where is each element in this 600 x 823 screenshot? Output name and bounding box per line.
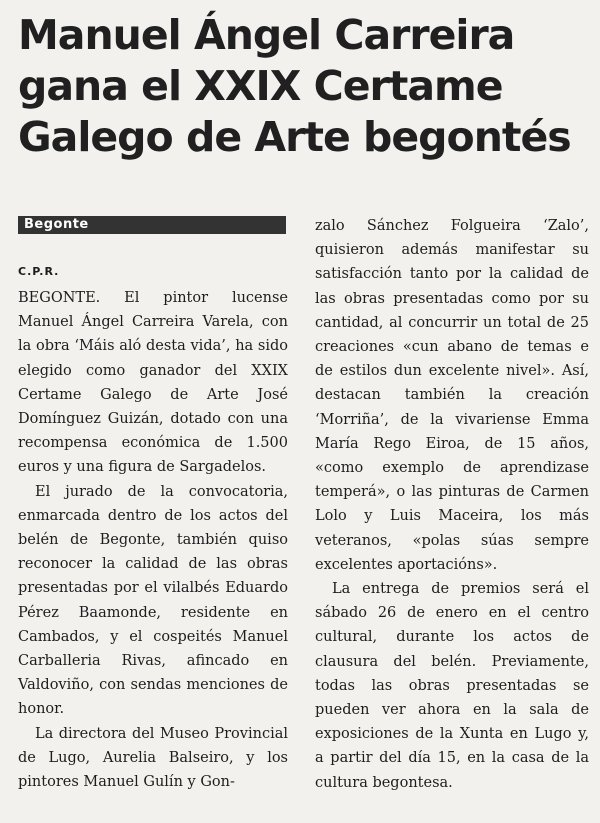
paragraph-4: zalo Sánchez Folgueira ‘Zalo’, quisieron además manifestar su satisfacción tanto por la calidad de las obras presentadas como por su cantidad, al concurrir un total de 25 creaciones «cun abano de temas e de estilos dun excelente nivel». Así, destacan también la creación ‘Morriña’, de la vivariense Emma María Rego Eiroa, de 15 años, «como exemplo de aprendizase temperá», o las pinturas de Carmen Lolo y Luis Maceira, los más veteranos, «polas súas sempre excelentes aportacións». [315, 218, 589, 573]
section-label: Begonte [18, 216, 286, 234]
headline-line-3: Galego de Arte begontés [18, 113, 571, 161]
article-column-2 [315, 214, 589, 795]
paragraph-2: El jurado de la convocatoria, enmarcada dentro de los actos del belén de Begonte, también quiso reconocer la calidad de las obras presentadas por el vilalbés Eduardo Pérez Baamonde, residente en Cambados, y el cospeités Manuel Carballeria Rivas, afincado en Valdoviño, con sendas menciones de honor. [18, 483, 288, 718]
paragraph-5: La entrega de premios será el sábado 26 de enero en el centro cultural, durante los actos de clausura del belén. Previamente, todas las obras presentadas se pueden ver ahora en la sala de exposiciones de la Xunta en Lugo y, a partir del día 15, en la casa de la cultura begontesa. [315, 581, 589, 791]
byline: C.P.R. [18, 265, 60, 278]
paragraph-1: BEGONTE. El pintor lucense Manuel Ángel Carreira Varela, con la obra ‘Máis aló desta vida’, ha sido elegido como ganador del XXIX Certame Galego de Arte José Domínguez Guizán, dotado con una recompensa económica de 1.500 euros y una figura de Sargadelos. [18, 290, 288, 476]
headline [18, 10, 588, 163]
paragraph-3: La directora del Museo Provincial de Lugo, Aurelia Balseiro, y los pintores Manuel Gulín y Gon- [18, 725, 288, 791]
headline-line-2: gana el XXIX Certame [18, 62, 503, 110]
article-column-1 [18, 286, 288, 794]
headline-line-1: Manuel Ángel Carreira [18, 11, 515, 59]
